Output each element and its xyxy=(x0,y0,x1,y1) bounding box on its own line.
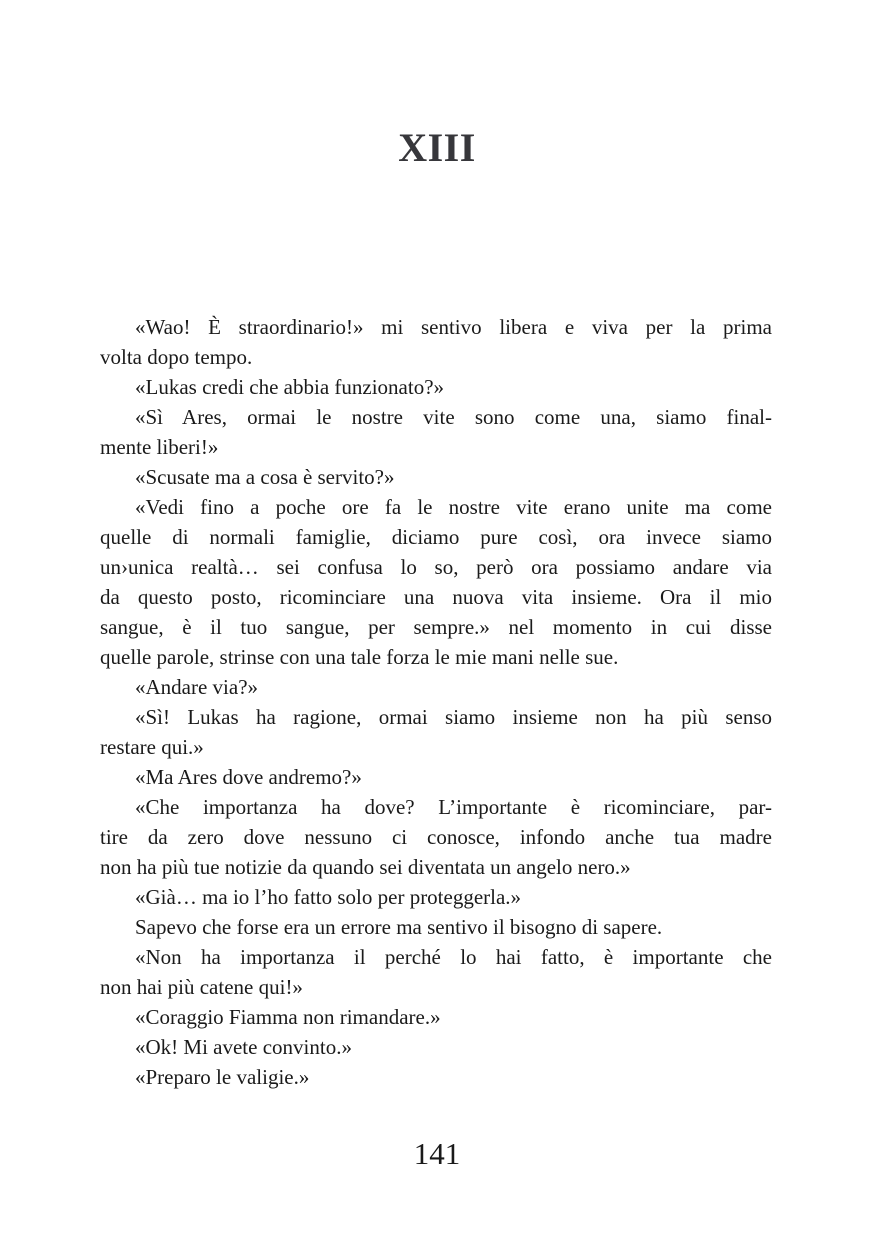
paragraph xyxy=(100,1062,772,1092)
text-line: «Lukas credi che abbia funzionato?» xyxy=(135,375,445,399)
text-line: volta dopo tempo. xyxy=(100,345,253,369)
body-text xyxy=(100,312,772,1092)
paragraph xyxy=(100,312,772,372)
text-line: «Scusate ma a cosa è servito?» xyxy=(135,465,395,489)
text-line: «Sì! Lukas ha ragione, ormai siamo insieme non ha più senso xyxy=(135,705,772,729)
text-line: Sapevo che forse era un errore ma sentivo il bisogno di sapere. xyxy=(135,915,663,939)
text-line: «Non ha importanza il perché lo hai fatto, è importante che xyxy=(135,945,772,969)
paragraph xyxy=(100,882,772,912)
paragraph xyxy=(100,372,772,402)
text-line: sangue, è il tuo sangue, per sempre.» nel momento in cui disse xyxy=(100,615,772,639)
text-line: «Ma Ares dove andremo?» xyxy=(135,765,362,789)
paragraph xyxy=(100,462,772,492)
page-number: 141 xyxy=(413,1136,461,1171)
text-line: «Preparo le valigie.» xyxy=(135,1065,310,1089)
paragraph xyxy=(100,912,772,942)
text-line: «Vedi fino a poche ore fa le nostre vite erano unite ma come xyxy=(135,495,772,519)
text-line: da questo posto, ricominciare una nuova vita insieme. Ora il mio xyxy=(100,585,772,609)
text-line: «Andare via?» xyxy=(135,675,259,699)
text-line: «Ok! Mi avete convinto.» xyxy=(135,1035,352,1059)
paragraph xyxy=(100,702,772,762)
paragraph xyxy=(100,1032,772,1062)
text-line: quelle di normali famiglie, diciamo pure così, ora invece siamo xyxy=(100,525,772,549)
text-line: non hai più catene qui!» xyxy=(100,975,303,999)
text-line: «Già… ma io l’ho fatto solo per proteggerla.» xyxy=(135,885,522,909)
text-line: «Coraggio Fiamma non rimandare.» xyxy=(135,1005,441,1029)
text-line: non ha più tue notizie da quando sei diventata un angelo nero.» xyxy=(100,855,631,879)
paragraph xyxy=(100,402,772,462)
text-line: «Sì Ares, ormai le nostre vite sono come una, siamo final- xyxy=(135,405,772,429)
text-line: tire da zero dove nessuno ci conosce, infondo anche tua madre xyxy=(100,825,772,849)
text-line: quelle parole, strinse con una tale forza le mie mani nelle sue. xyxy=(100,645,619,669)
text-line: restare qui.» xyxy=(100,735,204,759)
chapter-heading: XIII xyxy=(398,125,476,170)
text-line: «Che importanza ha dove? L’importante è ricominciare, par- xyxy=(135,795,772,819)
paragraph xyxy=(100,792,772,882)
text-line: «Wao! È straordinario!» mi sentivo libera e viva per la prima xyxy=(135,315,772,339)
paragraph xyxy=(100,492,772,672)
paragraph xyxy=(100,942,772,1002)
paragraph xyxy=(100,762,772,792)
paragraph xyxy=(100,672,772,702)
paragraph xyxy=(100,1002,772,1032)
text-line: un›unica realtà… sei confusa lo so, però ora possiamo andare via xyxy=(100,555,772,579)
text-line: mente liberi!» xyxy=(100,435,219,459)
